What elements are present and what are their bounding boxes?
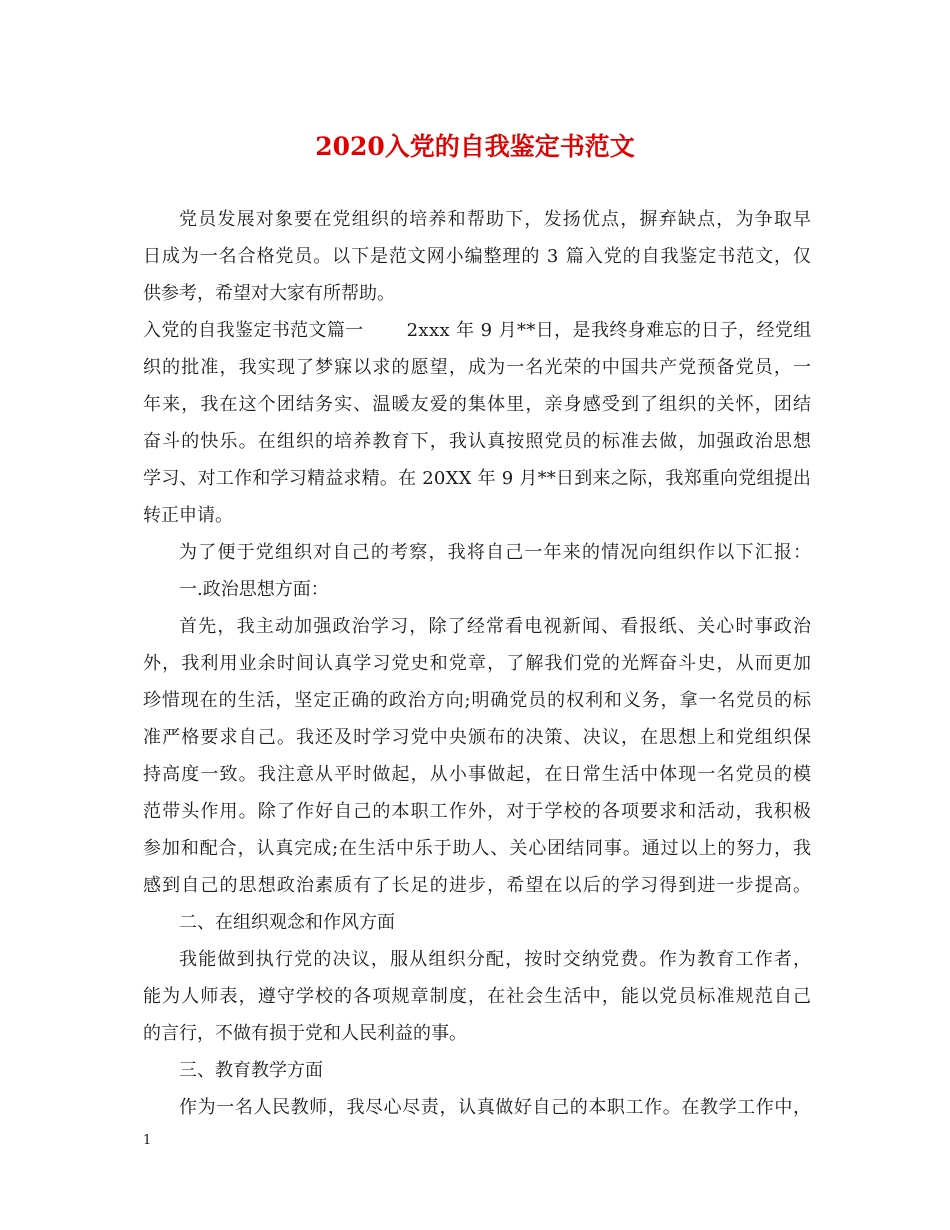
text-line: 我能做到执行党的决议，服从组织分配，按时交纳党费。作为教育工作者， — [179, 949, 813, 970]
text-line: 作为一名人民教师，我尽心尽责，认真做好自己的本职工作。在教学工作中， — [179, 1097, 812, 1118]
text-line: 奋斗的快乐。在组织的培养教育下，我认真按照党员的标准去做，加强政治思想 — [143, 431, 813, 452]
text-line: 准严格要求自己。我还及时学习党中央颁布的决策、决议，在思想上和党组织保 — [143, 727, 813, 748]
text-line: 的言行，不做有损于党和人民利益的事。 — [143, 1023, 467, 1044]
text-line: 能为人师表，遵守学校的各项规章制度，在社会生活中，能以党员标准规范自己 — [143, 986, 813, 1007]
text-line: 为了便于党组织对自己的考察，我将自己一年来的情况向组织作以下汇报： — [179, 542, 813, 563]
text-line: 日成为一名合格党员。以下是范文网小编整理的 3 篇入党的自我鉴定书范文，仅 — [143, 246, 812, 267]
text-line: 转正申请。 — [143, 505, 233, 526]
section-heading: 二、在组织观念和作风方面 — [179, 912, 395, 933]
text-line: 年来，我在这个团结务实、温暖友爱的集体里，亲身感受到了组织的关怀，团结 — [143, 394, 813, 415]
text-line: 供参考，希望对大家有所帮助。 — [143, 283, 395, 304]
text-line: 珍惜现在的生活，坚定正确的政治方向;明确党员的权利和义务，拿一名党员的标 — [143, 690, 812, 711]
section-heading: 三、教育教学方面 — [179, 1060, 323, 1081]
text-line: 外，我利用业余时间认真学习党史和党章，了解我们党的光辉奋斗史，从而更加 — [143, 653, 813, 674]
text-line: 范带头作用。除了作好自己的本职工作外，对于学校的各项要求和活动，我积极 — [143, 801, 813, 822]
section-heading: 一.政治思想方面： — [179, 579, 329, 600]
text-line: 学习、对工作和学习精益求精。在 20XX 年 9 月**日到来之际，我郑重向党组提出 — [143, 468, 812, 489]
text-line: 党员发展对象要在党组织的培养和帮助下，发扬优点，摒弃缺点，为争取早 — [179, 209, 813, 230]
page-title: 2020入党的自我鉴定书范文 — [315, 132, 635, 161]
text-line: 首先，我主动加强政治学习，除了经常看电视新闻、看报纸、关心时事政治 — [179, 616, 813, 637]
text-line: 感到自己的思想政治素质有了长足的进步，希望在以后的学习得到进一步提高。 — [143, 875, 813, 896]
text-line: 织的批准，我实现了梦寐以求的愿望，成为一名光荣的中国共产党预备党员，一 — [143, 357, 813, 378]
page-number: 1 — [143, 1133, 152, 1148]
text-line: 持高度一致。我注意从平时做起，从小事做起，在日常生活中体现一名党员的模 — [143, 764, 813, 785]
text-line: 入党的自我鉴定书范文篇一 2xxx 年 9 月**日，是我终身难忘的日子，经党组 — [143, 320, 812, 341]
text-line: 参加和配合，认真完成;在生活中乐于助人、关心团结同事。通过以上的努力，我 — [143, 838, 812, 859]
